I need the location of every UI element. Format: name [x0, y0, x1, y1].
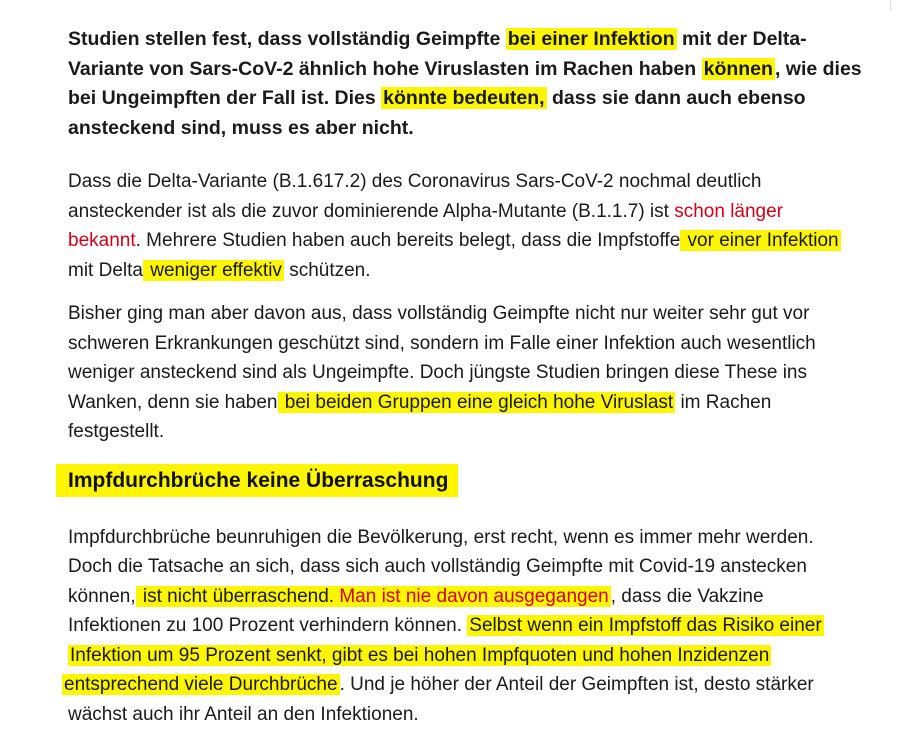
paragraph-line	[68, 256, 911, 286]
body-paragraph	[68, 299, 911, 447]
body-paragraph	[68, 167, 911, 285]
article-link-nie-davon-ausgegangen[interactable]: Man ist nie davon ausgegangen	[339, 585, 609, 607]
paragraph-line	[68, 388, 911, 418]
highlight: könnte bedeuten,	[383, 87, 545, 109]
paragraph-line: schweren Erkrankungen geschützt sind, sondern im Falle einer Infektion auch wesentlich	[68, 332, 816, 354]
paragraph-line	[68, 226, 911, 256]
paragraph-line: weniger ansteckend sind als Ungeimpfte. Doch jüngste Studien bringen diese These ins	[68, 362, 807, 383]
article-body	[64, 25, 911, 729]
lead-line: ansteckend sind, muss es aber nicht.	[68, 116, 414, 139]
body-paragraph	[64, 523, 911, 730]
text-run: Variante von Sars-CoV-2 ähnlich hohe Viruslasten im Rachen haben	[68, 57, 702, 80]
text-run: mit Delta	[68, 259, 143, 281]
paragraph-line: Doch die Tatsache an sich, dass sich auch vollständig Geimpfte mit Covid-19 anstecken	[68, 556, 807, 577]
highlight: bei beiden Gruppen eine gleich hohe Viruslast	[279, 391, 674, 413]
paragraph-line	[68, 197, 911, 227]
paragraph-line: Bisher ging man aber davon aus, dass vollständig Geimpfte nicht nur weiter sehr gut vor	[68, 303, 810, 324]
highlight: weniger effektiv	[144, 259, 282, 281]
text-run: können,	[68, 585, 136, 607]
text-run: Wanken, denn sie haben	[68, 391, 278, 413]
highlight: vor einer Infektion	[682, 230, 839, 251]
text-run: ansteckender ist als die zuvor dominierende Alpha-Mutante (B.1.1.7) ist	[68, 200, 675, 222]
lead-line	[68, 55, 911, 85]
text-run: mit der Delta-	[676, 28, 807, 50]
page-edge-divider	[890, 0, 891, 10]
paragraph-line	[64, 670, 911, 700]
article-link-schon-laenger-bekannt[interactable]: bekannt	[68, 230, 136, 251]
highlight: können	[703, 57, 773, 80]
text-run: , wie dies	[774, 57, 862, 80]
lead-paragraph	[68, 25, 911, 143]
spacer	[68, 143, 911, 167]
text-run: Infektionen zu 100 Prozent verhindern können.	[68, 615, 468, 636]
lead-line	[68, 84, 911, 114]
paragraph-line: Dass die Delta-Variante (B.1.617.2) des Coronavirus Sars-CoV-2 nochmal deutlich	[68, 171, 762, 192]
lead-line	[68, 25, 911, 55]
paragraph-line: festgestellt.	[68, 421, 165, 442]
text-run: . Und je höher der Anteil der Geimpften ist, desto stärker	[339, 674, 814, 695]
paragraph-line	[68, 582, 911, 612]
paragraph-line	[68, 641, 911, 671]
paragraph-line: wächst auch ihr Anteil an den Infektionen.	[68, 703, 419, 725]
text-run: . Mehrere Studien haben auch bereits belegt, dass die Impfstoffe	[135, 230, 681, 251]
text-run: Studien stellen fest, dass vollständig Geimpfte	[68, 28, 506, 50]
text-run: ist nicht überraschend.	[137, 585, 340, 607]
text-run: bei Ungeimpften der Fall ist. Dies	[68, 87, 382, 109]
paragraph-line: Impfdurchbrüche beunruhigen die Bevölkerung, erst recht, wenn es immer mehr werden.	[68, 526, 814, 548]
paragraph-line	[68, 611, 911, 641]
text-run: dass sie dann auch ebenso	[546, 87, 806, 109]
highlight: bei einer Infektion	[507, 28, 675, 50]
spacer	[68, 285, 911, 299]
subheading-wrapper	[68, 447, 911, 523]
article-link-schon-laenger-bekannt[interactable]: schon länger	[674, 200, 784, 222]
highlight	[136, 586, 611, 607]
highlight: Infektion um 95 Prozent senkt, gibt es bei hohen Impfquoten und hohen Inzidenzen	[70, 644, 770, 666]
text-run: schützen.	[283, 259, 371, 281]
text-run: , dass die Vakzine	[610, 585, 764, 607]
text-run: im Rachen	[675, 391, 772, 413]
highlight: entsprechend viele Durchbrüche	[64, 674, 338, 695]
highlight: Selbst wenn ein Impfstoff das Risiko einer	[469, 615, 822, 636]
section-heading: Impfdurchbrüche keine Überraschung	[56, 464, 458, 497]
